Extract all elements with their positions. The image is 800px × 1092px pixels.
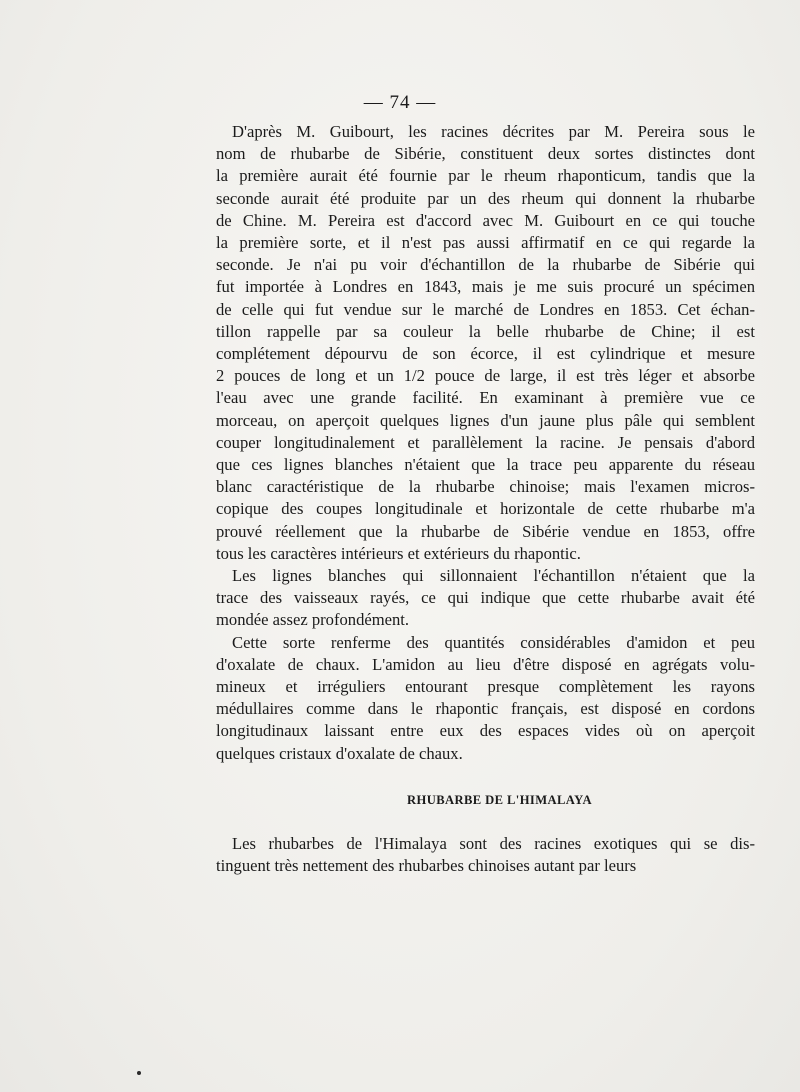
text-line: couper longitudinalement et parallèlement la racine. Je pensais d'abord xyxy=(216,432,755,452)
text-line: d'oxalate de chaux. L'amidon au lieu d'être disposé en agrégats volu- xyxy=(216,654,755,674)
text-line: que ces lignes blanches n'étaient que la trace peu apparente du réseau xyxy=(216,455,755,475)
text-line: D'après M. Guibourt, les racines décrites par M. Pereira sous le xyxy=(232,122,755,141)
text-line: médullaires comme dans le rhapontic français, est disposé en cordons xyxy=(216,699,755,719)
text-line: prouvé réellement que la rhubarbe de Sibérie vendue en 1853, offre xyxy=(216,521,755,541)
closing-paragraph xyxy=(216,833,755,877)
text-line: la première aurait été fournie par le rheum rhaponticum, tandis que la xyxy=(216,166,755,186)
text-line: quelques cristaux d'oxalate de chaux. xyxy=(216,743,463,763)
text-line: fut importée à Londres en 1843, mais je me suis procuré un spécimen xyxy=(216,277,755,297)
body-text xyxy=(216,121,755,878)
text-line: copique des coupes longitudinale et horizontale de cette rhubarbe m'a xyxy=(216,499,755,519)
text-line: de Chine. M. Pereira est d'accord avec M. Guibourt en ce qui touche xyxy=(216,210,755,230)
text-line: seconde. Je n'ai pu voir d'échantillon de la rhubarbe de Sibérie qui xyxy=(216,255,755,275)
text-line: de celle qui fut vendue sur le marché de Londres en 1853. Cet échan- xyxy=(216,299,755,319)
text-line: 2 pouces de long et un 1/2 pouce de large, il est très léger et absorbe xyxy=(216,366,755,386)
text-line: tous les caractères intérieurs et extérieurs du rhapontic. xyxy=(216,543,581,563)
paper-speck xyxy=(137,1071,141,1075)
text-line: Cette sorte renferme des quantités considérables d'amidon et peu xyxy=(232,632,755,652)
text-line: seconde aurait été produite par un des rheum qui donnent la rhubarbe xyxy=(216,188,755,208)
text-line: tinguent très nettement des rhubarbes chinoises autant par leurs xyxy=(216,856,637,876)
text-line: complétement dépourvu de son écorce, il est cylindrique et mesure xyxy=(216,344,755,364)
paragraph xyxy=(216,121,755,565)
text-line: longitudinaux laissant entre eux des espaces vides où on aperçoit xyxy=(216,721,755,741)
paragraph xyxy=(216,632,755,765)
text-line: blanc caractéristique de la rhubarbe chinoise; mais l'examen micros- xyxy=(216,477,755,497)
text-line: l'eau avec une grande facilité. En examinant à première vue ce xyxy=(216,388,755,408)
paragraph xyxy=(216,833,755,877)
paragraph xyxy=(216,565,755,632)
text-line: mineux et irréguliers entourant presque complètement les rayons xyxy=(216,677,755,697)
text-line: la première sorte, et il n'est pas aussi affirmatif en ce qui regarde la xyxy=(216,233,755,253)
text-line: Les rhubarbes de l'Himalaya sont des racines exotiques qui se dis- xyxy=(232,834,755,854)
page-number: — 74 — xyxy=(363,92,437,113)
text-line: nom de rhubarbe de Sibérie, constituent deux sortes distinctes dont xyxy=(216,144,755,164)
section-heading: RHUBARBE DE L'HIMALAYA xyxy=(407,792,592,807)
paragraphs xyxy=(216,121,755,765)
text-line: morceau, on aperçoit quelques lignes d'un jaune plus pâle qui semblent xyxy=(216,410,755,430)
text-line: trace des vaisseaux rayés, ce qui indique que cette rhubarbe avait été xyxy=(216,588,755,608)
text-line: tillon rappelle par sa couleur la belle rhubarbe de Chine; il est xyxy=(216,321,755,341)
text-line: Les lignes blanches qui sillonnaient l'échantillon n'étaient que la xyxy=(232,566,755,586)
text-line: mondée assez profondément. xyxy=(216,610,410,630)
